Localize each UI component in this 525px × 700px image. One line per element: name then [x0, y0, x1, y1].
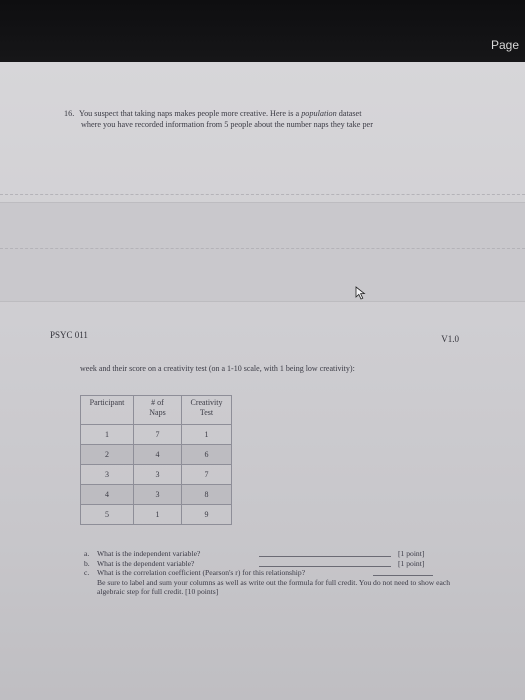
- answer-blank: [259, 566, 391, 567]
- question-intro-part1: You suspect that taking naps makes people more creative. Here is a: [78, 109, 300, 118]
- question-intro-part2: dataset: [338, 109, 362, 118]
- table-header-row: [81, 396, 232, 425]
- subquestion-c: [84, 568, 464, 578]
- viewer-toolbar: [0, 0, 525, 62]
- cell-creativity: 1: [182, 425, 232, 445]
- subquestion-text: What is the dependent variable?: [97, 558, 195, 568]
- table-row: [81, 485, 232, 505]
- subquestion-list: [84, 549, 464, 597]
- table-row: [81, 505, 232, 525]
- header-naps: [134, 396, 182, 425]
- subquestion-letter: c.: [84, 568, 90, 578]
- question-number: 16.: [64, 109, 75, 118]
- table-row: [81, 425, 232, 445]
- header-naps-line1: # of: [151, 398, 164, 407]
- cell-participant: 5: [81, 505, 134, 525]
- cell-naps: 3: [134, 485, 182, 505]
- subquestion-text: What is the independent variable?: [97, 549, 201, 558]
- header-creativity: [182, 396, 232, 425]
- header-creativity-line1: Creativity: [190, 398, 223, 407]
- table-row: [81, 445, 232, 465]
- cell-participant: 4: [81, 485, 134, 505]
- subquestion-letter: a.: [84, 549, 90, 558]
- subquestion-b: [84, 559, 464, 569]
- data-table: [80, 395, 232, 525]
- page-label[interactable]: Page: [490, 38, 519, 52]
- answer-blank: [373, 575, 433, 576]
- cell-naps: 4: [134, 445, 182, 465]
- page-divider: [0, 248, 525, 249]
- cell-participant: 1: [81, 425, 134, 445]
- document-page: [0, 62, 525, 700]
- page-divider: [0, 194, 525, 195]
- cell-naps: 1: [134, 505, 182, 525]
- header-participant: [81, 396, 134, 425]
- cell-creativity: 6: [182, 445, 232, 465]
- subquestion-a: [84, 549, 464, 559]
- subquestion-c-note: Be sure to label and sum your columns as well as write out the formula for full credit. You do not need to show each algebraic step for full credit. [10 points]: [97, 577, 451, 597]
- question-intro-emphasis: population: [301, 109, 337, 118]
- cell-participant: 3: [81, 465, 134, 485]
- table-row: [81, 465, 232, 485]
- question-continuation: week and their score on a creativity test (on a 1-10 scale, with 1 being low creativity):: [80, 364, 355, 373]
- cell-creativity: 8: [182, 485, 232, 505]
- page-break-band: [0, 202, 525, 302]
- header-participant-label: Participant: [89, 398, 125, 407]
- course-code: PSYC 011: [50, 330, 88, 340]
- cell-participant: 2: [81, 445, 134, 465]
- cell-naps: 3: [134, 465, 182, 485]
- points-label: [1 point]: [398, 558, 425, 568]
- mouse-pointer-icon: [354, 286, 368, 300]
- header-creativity-line2: Test: [199, 408, 214, 417]
- header-naps-line2: Naps: [149, 408, 166, 417]
- subquestion-text: What is the correlation coefficient (Pearson's r) for this relationship?: [97, 568, 306, 578]
- question-intro: [64, 108, 484, 130]
- cell-naps: 7: [134, 425, 182, 445]
- points-label: [1 point]: [398, 549, 425, 558]
- answer-blank: [259, 556, 391, 557]
- question-intro-line2: where you have recorded information from 5 people about the number naps they take per: [81, 120, 373, 129]
- subquestion-letter: b.: [84, 558, 90, 568]
- cell-creativity: 9: [182, 505, 232, 525]
- version-label: V1.0: [441, 334, 459, 344]
- cell-creativity: 7: [182, 465, 232, 485]
